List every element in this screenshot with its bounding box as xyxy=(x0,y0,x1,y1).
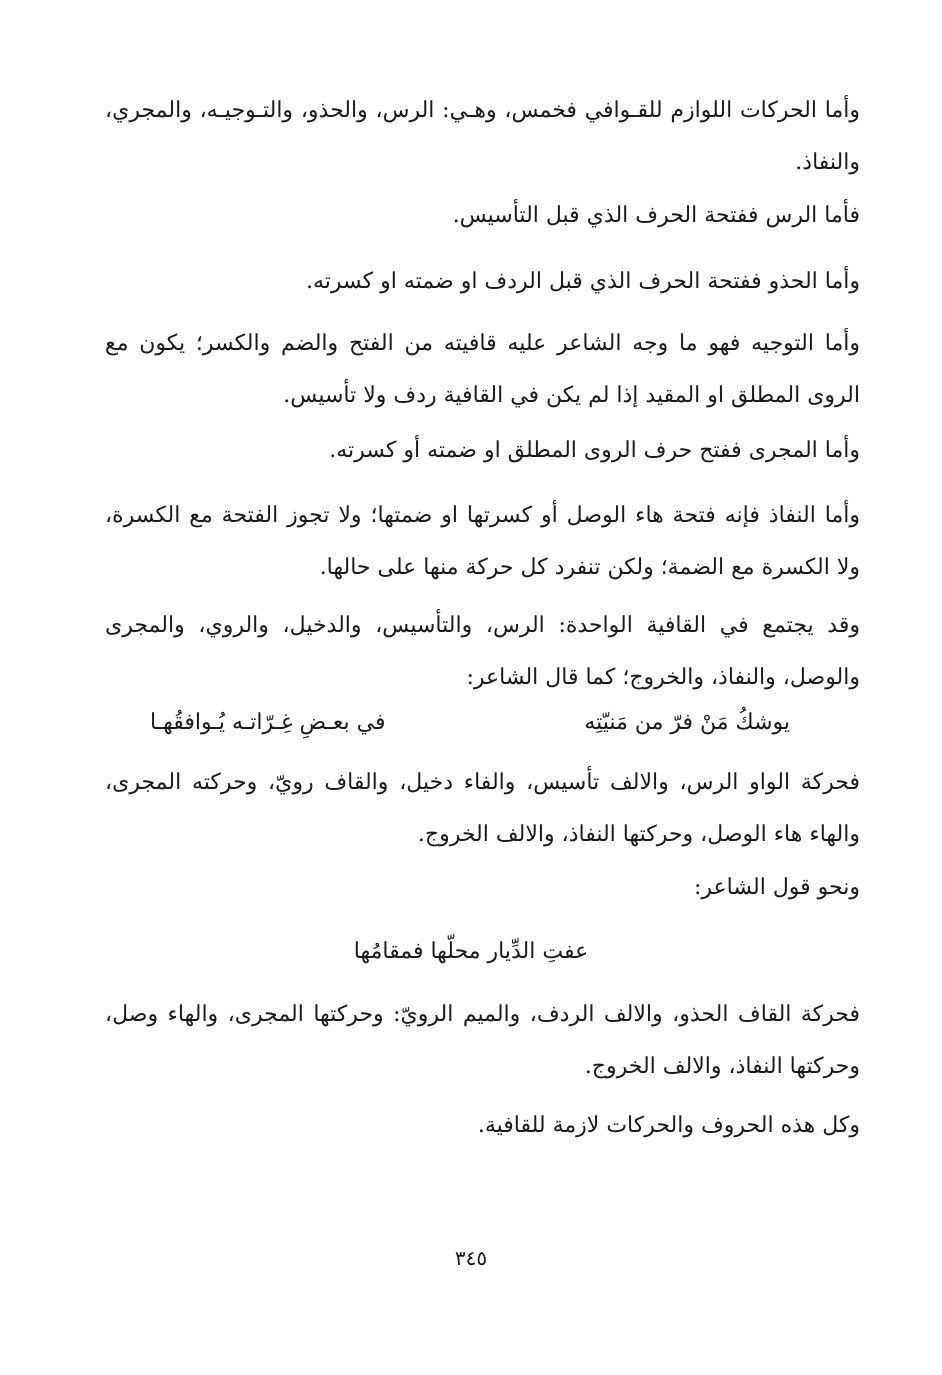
verse-first-hemistich: يوشكُ مَنْ فرّ من مَنيّتِه xyxy=(584,710,790,735)
paragraph-combination: وقد يجتمع في القافية الواحدة: الرس، والتأسيس، والدخيل، والروي، والمجرى والوصل، والنفاذ، والخروج؛ كما قال الشاعر: xyxy=(105,613,860,690)
paragraph-analysis-1: فحركة الواو الرس، والالف تأسيس، والفاء دخيل، والقاف رويّ، وحركته المجرى، والهاء هاء الوصل، وحركتها النفاذ، والالف الخروج. xyxy=(105,770,860,847)
page-number: ٣٤٥ xyxy=(454,1246,488,1270)
paragraph-nafadh: وأما النفاذ فإنه فتحة هاء الوصل أو كسرتها او ضمتها؛ ولا تجوز الفتحة مع الكسرة، ولا الكسرة مع الضمة؛ ولكن تنفرد كل حركة منها على حالها. xyxy=(105,503,860,580)
paragraph-analysis-2: فحركة القاف الحذو، والالف الردف، والميم الرويّ: وحركتها المجرى، والهاء وصل، وحركتها النفاذ، والالف الخروج. xyxy=(105,1002,860,1079)
paragraph-rass: فأما الرس ففتحة الحرف الذي قبل التأسيس. xyxy=(452,203,860,228)
verse-line-1 xyxy=(150,703,790,747)
paragraph-conclusion: وكل هذه الحروف والحركات لازمة للقافية. xyxy=(477,1113,860,1138)
paragraph-poet-intro: ونحو قول الشاعر: xyxy=(694,875,860,900)
paragraph-majra: وأما المجرى ففتح حرف الروى المطلق او ضمته أو كسرته. xyxy=(329,438,860,463)
verse-line-2: عفتِ الدِّيار محلّها فمقامُها xyxy=(353,939,589,964)
paragraph-vowels-intro: وأما الحركات اللوازم للقـوافي فخمس، وهـي: الرس، والحذو، والتـوجيـه، والمجري، والنفاذ. xyxy=(105,98,860,175)
verse-second-hemistich: في بعـضِ غِـرّاتـه يُـوافقُهـا xyxy=(150,710,386,735)
paragraph-hadhw: وأما الحذو ففتحة الحرف الذي قبل الردف او ضمته او كسرته. xyxy=(306,269,860,294)
paragraph-tawjih: وأما التوجيه فهو ما وجه الشاعر عليه قافيته من الفتح والضم والكسر؛ يكون مع الروى المطلق او المقيد إذا لم يكن في القافية ردف ولا تأسيس. xyxy=(105,331,860,408)
